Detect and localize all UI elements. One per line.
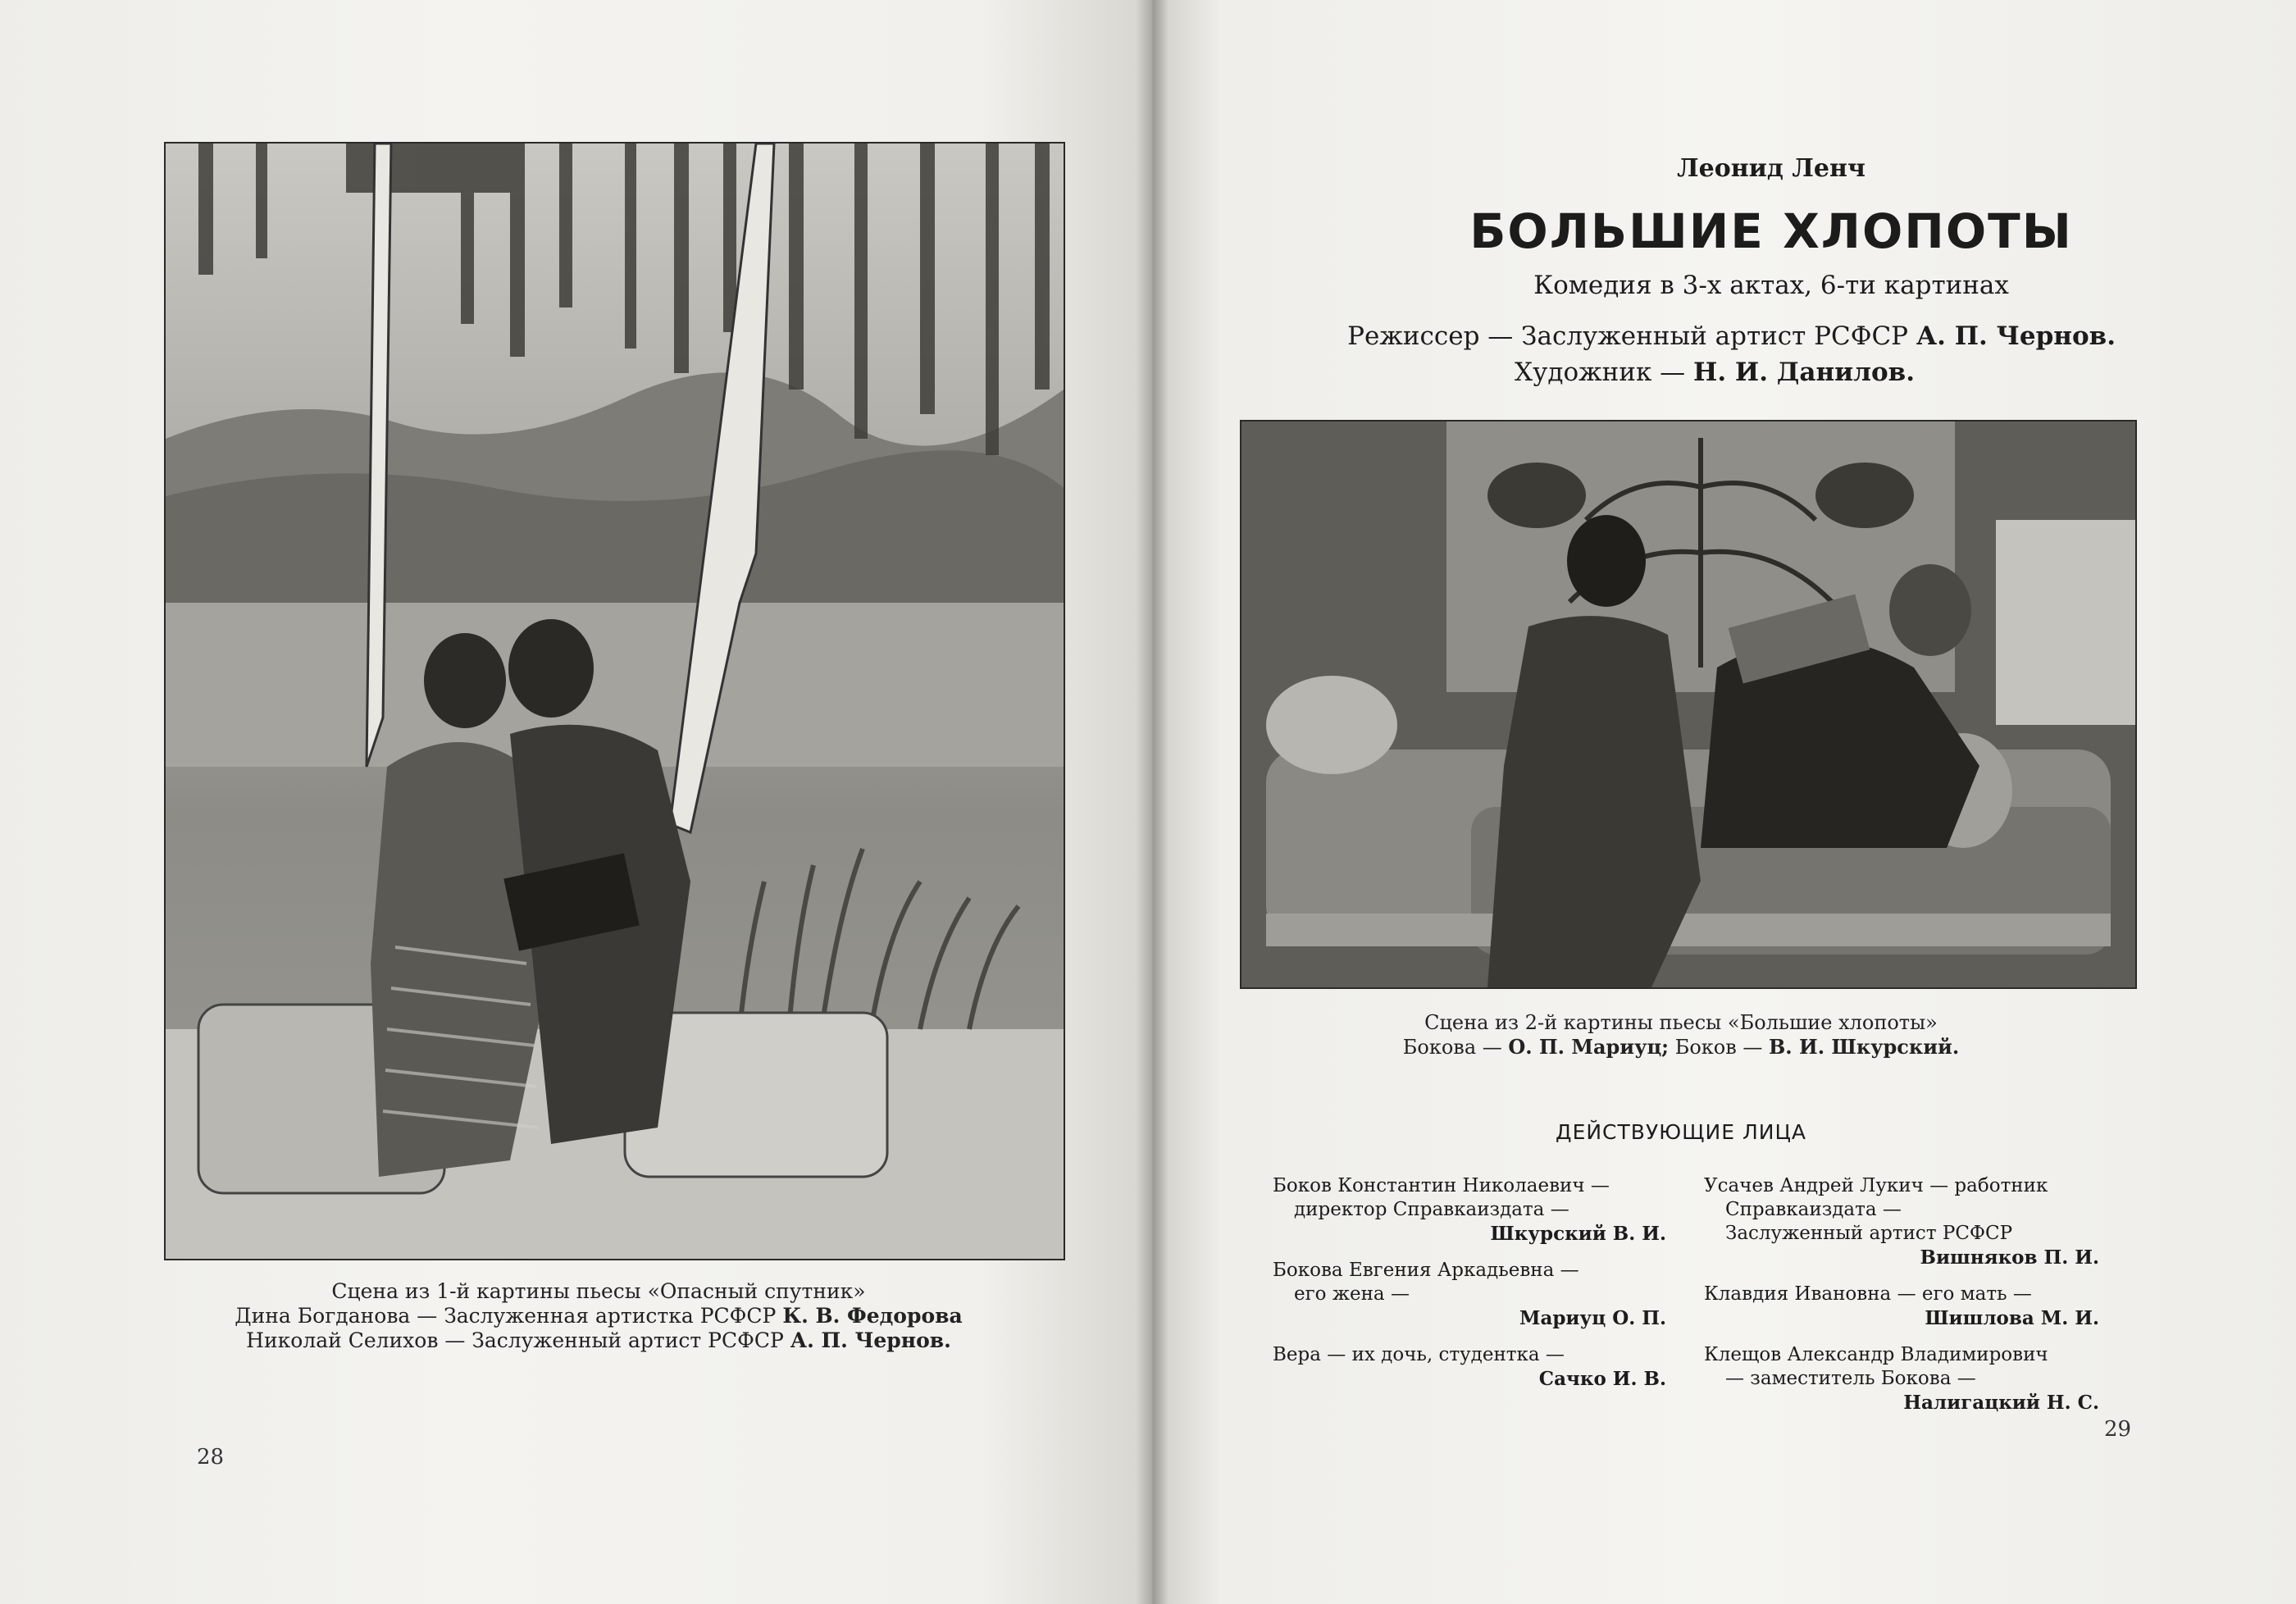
cast-role-line: директор Справкаиздата —: [1294, 1199, 1569, 1220]
cast-role-line: его жена —: [1294, 1283, 1410, 1305]
artist-credit: [1279, 354, 2116, 390]
cast-heading: ДЕЙСТВУЮЩИЕ ЛИЦА: [1556, 1120, 1806, 1144]
cast-entry: [1704, 1283, 2099, 1330]
artist-name: Н. И. Данилов.: [1693, 358, 1915, 387]
scene-photo-left: [164, 142, 1065, 1260]
left-photo-caption: [189, 1279, 1009, 1353]
page-number-right: 29: [2104, 1417, 2132, 1442]
cast-actor: Сачко И. В.: [1538, 1368, 1666, 1390]
cast-role-line: — заместитель Бокова —: [1725, 1368, 1976, 1389]
author-name: Леонид Ленч: [1677, 154, 1866, 183]
left-caption-actor-1: К. В. Федорова: [782, 1304, 963, 1328]
cast-actor: Налигацкий Н. С.: [1903, 1392, 2099, 1414]
right-caption-actor-2: В. И. Шкурский.: [1769, 1035, 1960, 1059]
left-caption-line-2: [189, 1304, 1009, 1328]
play-title: БОЛЬШИЕ ХЛОПОТЫ: [1469, 203, 2073, 259]
production-credits: [1279, 318, 2116, 390]
cast-role-line: Вера — их дочь, студентка —: [1273, 1344, 1565, 1365]
left-caption-role-1: Дина Богданова — Заслуженная артистка РСФСР: [235, 1304, 777, 1328]
left-caption-role-2: Николай Селихов — Заслуженный артист РСФСР: [246, 1328, 784, 1352]
cast-column-1: [1273, 1174, 1666, 1404]
right-caption-role-1: Бокова —: [1402, 1036, 1502, 1059]
cast-entry: [1704, 1343, 2099, 1415]
sofa-scene-photo: [1241, 422, 2135, 987]
cast-role-line: Клавдия Ивановна — его мать —: [1704, 1283, 2032, 1305]
cast-actor: Шкурский В. И.: [1490, 1223, 1666, 1245]
left-caption-line-3: [189, 1328, 1009, 1353]
cast-role-line: Усачев Андрей Лукич — работник: [1704, 1175, 2048, 1196]
page-number-left: 28: [197, 1445, 225, 1470]
birch-scene-photo: [166, 144, 1064, 1259]
cast-role-line: Заслуженный артист РСФСР: [1725, 1223, 2013, 1244]
left-caption-actor-2: А. П. Чернов.: [790, 1328, 951, 1352]
scene-photo-right: [1240, 420, 2137, 989]
right-photo-caption: [1312, 1010, 2050, 1059]
play-subtitle: Комедия в 3-х актах, 6-ти картинах: [1533, 271, 2009, 300]
cast-actor: Мариуц О. П.: [1519, 1307, 1666, 1329]
cast-entry: [1273, 1259, 1666, 1330]
director-name: А. П. Чернов.: [1916, 321, 2116, 351]
cast-entry: [1273, 1174, 1666, 1246]
cast-role-line: Боков Константин Николаевич —: [1273, 1175, 1610, 1196]
cast-entry: [1273, 1343, 1666, 1391]
cast-role-line: Справкаиздата —: [1725, 1199, 1902, 1220]
cast-actor: Шишлова М. И.: [1925, 1307, 2099, 1329]
cast-entry: [1704, 1174, 2099, 1269]
director-credit: [1279, 318, 2116, 354]
book-gutter: [1136, 0, 1168, 1604]
right-caption-actor-1: О. П. Мариуц;: [1508, 1035, 1670, 1059]
cast-role-line: Бокова Евгения Аркадьевна —: [1273, 1260, 1579, 1281]
cast-column-2: [1704, 1174, 2099, 1428]
right-caption-line-2: [1312, 1035, 2050, 1059]
left-caption-line-1: Сцена из 1-й картины пьесы «Опасный спутник»: [331, 1279, 866, 1303]
cast-actor: Вишняков П. И.: [1920, 1246, 2099, 1269]
director-label: Режиссер — Заслуженный артист РСФСР: [1347, 321, 1909, 351]
artist-label: Художник —: [1515, 358, 1686, 387]
cast-role-line: Клещов Александр Владимирович: [1704, 1344, 2048, 1365]
right-caption-line-1: Сцена из 2-й картины пьесы «Большие хлопоты»: [1424, 1011, 1938, 1034]
right-caption-role-2: Боков —: [1674, 1036, 1763, 1059]
